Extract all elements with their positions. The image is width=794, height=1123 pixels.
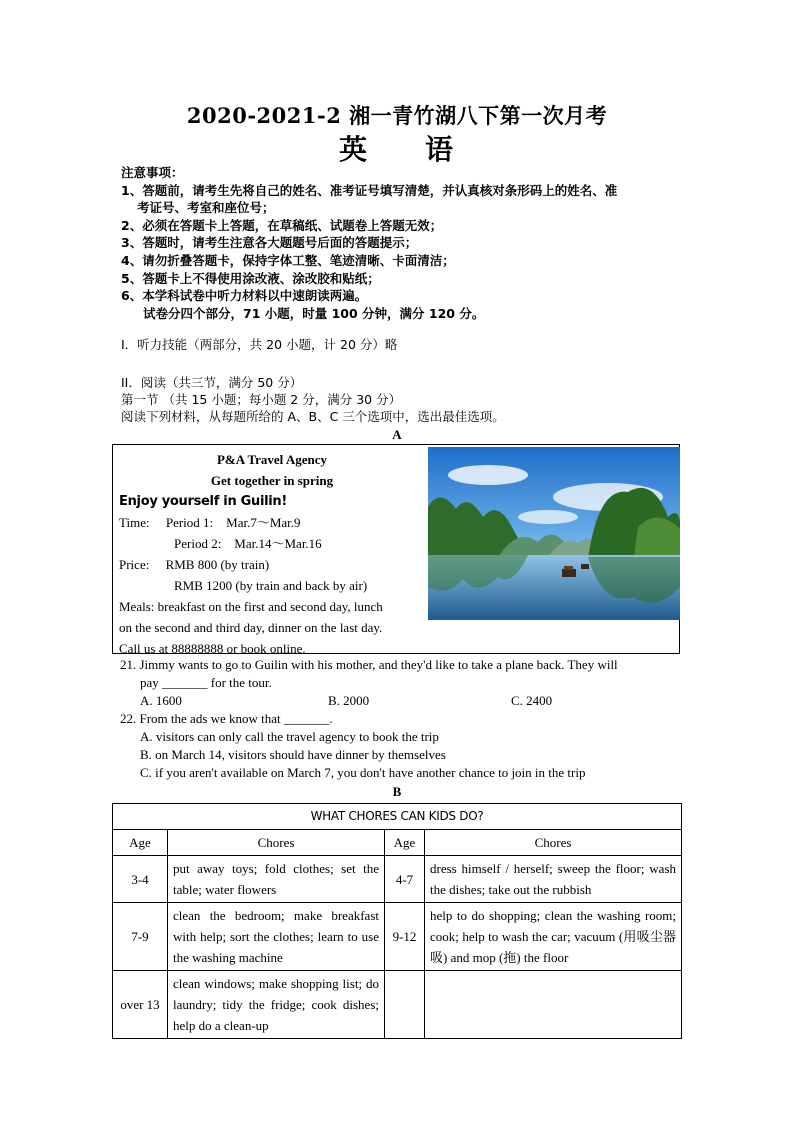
ad-price-2: RMB 1200 (by train and back by air): [174, 578, 368, 593]
ad-slogan: Get together in spring: [210, 473, 334, 488]
agency-name: P&A Travel Agency: [216, 452, 327, 467]
note-item: 考证号、考室和座位号；: [137, 200, 275, 216]
table-caption: WHAT CHORES CAN KIDS DO?: [113, 804, 682, 830]
question-21-options: [120, 692, 690, 710]
option-a[interactable]: A. 1600: [140, 693, 182, 708]
chores-cell: help to do shopping; clean the washing room; cook; help to wash the car; vacuum (用吸尘器吸) and mop (拖) the floor: [425, 903, 682, 971]
question-22-stem: 22. From the ads we know that _______.: [120, 711, 333, 726]
ad-time-2: Period 2: Mar.14～Mar.16: [174, 536, 322, 551]
table-row: [113, 903, 682, 971]
question-21: [120, 656, 690, 710]
subject-title: [0, 128, 794, 168]
question-21-stem-cont: pay _______ for the tour.: [140, 675, 272, 690]
age-cell: [385, 971, 425, 1039]
table-header-row: [113, 830, 682, 856]
travel-ad-box: [112, 444, 680, 654]
section-reading-part: 第一节 （共 15 小题；每小题 2 分，满分 30 分）: [121, 392, 402, 407]
ad-time-1: Time: Period 1: Mar.7～Mar.9: [119, 515, 301, 530]
option-b[interactable]: B. on March 14, visitors should have dinner by themselves: [140, 747, 446, 762]
ad-headline: Enjoy yourself in Guilin!: [119, 494, 288, 509]
exam-notes: [121, 164, 701, 322]
question-21-stem: 21. Jimmy wants to go to Guilin with his mother, and they'd like to take a plane back. They will: [120, 657, 618, 672]
guilin-landscape-image: [428, 447, 680, 620]
table-row: [113, 971, 682, 1039]
ad-price-1: Price: RMB 800 (by train): [119, 557, 270, 572]
note-item: 5、答题卡上不得使用涂改液、涂改胶和贴纸；: [121, 270, 380, 286]
ad-meals-1: Meals: breakfast on the first and second day, lunch: [119, 599, 383, 614]
note-item: 4、请勿折叠答题卡，保持字体工整、笔迹清晰、卡面清洁；: [121, 252, 455, 268]
header-chores: Chores: [425, 830, 682, 856]
notes-heading: 注意事项：: [121, 165, 184, 180]
age-cell: 9-12: [385, 903, 425, 971]
age-cell: over 13: [113, 971, 168, 1039]
ad-contact: Call us at 88888888 or book online.: [119, 641, 306, 656]
chores-cell: clean windows; make shopping list; do laundry; tidy the fridge; cook dishes; help do a clean-up: [168, 971, 385, 1039]
option-c[interactable]: C. 2400: [511, 693, 553, 708]
chores-cell: dress himself / herself; sweep the floor; wash the dishes; take out the rubbish: [425, 856, 682, 903]
note-item: 3、答题时，请考生注意各大题题号后面的答题提示；: [121, 235, 418, 251]
passage-a-letter: A: [392, 427, 402, 442]
age-cell: 3-4: [113, 856, 168, 903]
subject-char-2: 语: [425, 133, 456, 166]
ad-meals-2: on the second and third day, dinner on the last day.: [119, 620, 383, 635]
table-caption-row: [113, 804, 682, 830]
chores-cell: put away toys; fold clothes; set the table; water flowers: [168, 856, 385, 903]
table-row: [113, 856, 682, 903]
section-reading-title: II．阅读（共三节，满分 50 分）: [121, 375, 303, 390]
passage-b-letter: B: [392, 784, 402, 799]
chores-table: [112, 803, 682, 1039]
age-cell: 4-7: [385, 856, 425, 903]
option-b[interactable]: B. 2000: [328, 693, 370, 708]
subject-char-1: 英: [338, 133, 369, 166]
exam-title: 2020-2021-2 湘一青竹湖八下第一次月考: [186, 103, 608, 128]
option-a[interactable]: A. visitors can only call the travel agency to book the trip: [140, 729, 439, 744]
header-age: Age: [385, 830, 425, 856]
question-22: [120, 710, 690, 782]
header-chores: Chores: [168, 830, 385, 856]
age-cell: 7-9: [113, 903, 168, 971]
section-listening: I．听力技能（两部分，共 20 小题，计 20 分）略: [121, 337, 398, 352]
travel-ad-text: [119, 449, 425, 659]
option-c[interactable]: C. if you aren't available on March 7, you don't have another chance to join in the trip: [140, 765, 586, 780]
note-item: 6、本学科试卷中听力材料以中速朗读两遍。: [121, 288, 368, 304]
header-age: Age: [113, 830, 168, 856]
chores-cell: [425, 971, 682, 1039]
chores-cell: clean the bedroom; make breakfast with help; sort the clothes; learn to use the washing machine: [168, 903, 385, 971]
note-summary: 试卷分四个部分，71 小题，时量 100 分钟，满分 120 分。: [143, 305, 485, 321]
note-item: 1、答题前，请考生先将自己的姓名、准考证号填写清楚，并认真核对条形码上的姓名、准: [121, 182, 618, 198]
note-item: 2、必须在答题卡上答题，在草稿纸、试题卷上答题无效；: [121, 217, 443, 233]
section-reading-instruction: 阅读下列材料，从每题所给的 A、B、C 三个选项中，选出最佳选项。: [121, 409, 505, 424]
